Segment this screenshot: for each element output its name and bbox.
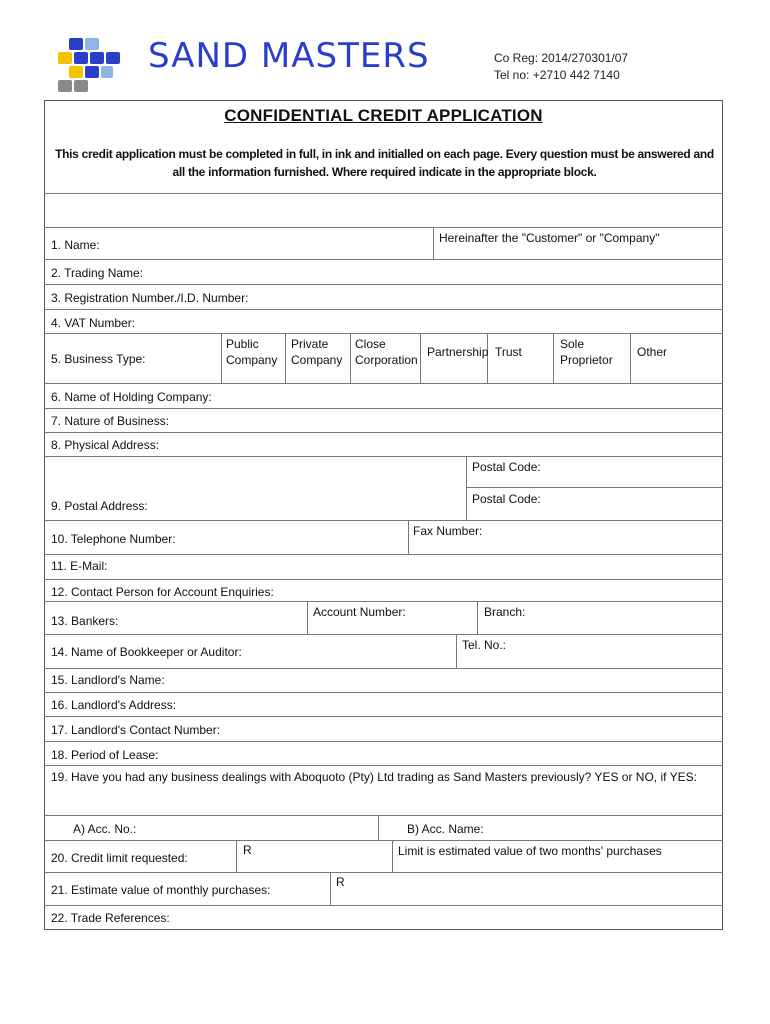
holding-company-label: 6. Name of Holding Company: (51, 390, 212, 404)
divider (477, 601, 478, 634)
divider (44, 905, 723, 906)
branch-label: Branch: (484, 605, 526, 619)
physical-address-label: 8. Physical Address: (51, 438, 160, 452)
divider (44, 227, 723, 228)
postal-address-label: 9. Postal Address: (51, 499, 148, 513)
divider (466, 487, 723, 488)
divider (44, 383, 723, 384)
divider (466, 456, 467, 520)
form-frame (44, 100, 723, 930)
company-name: SAND MASTERS (148, 36, 430, 76)
business-type-option[interactable] (637, 344, 667, 360)
divider (44, 872, 723, 873)
divider (378, 815, 379, 840)
divider (44, 716, 723, 717)
divider (44, 634, 723, 635)
option-line: Company (226, 353, 278, 367)
divider (44, 840, 723, 841)
fax-number-label: Fax Number: (413, 524, 483, 538)
option-line: Close (355, 337, 386, 351)
divider (44, 193, 723, 194)
option-line: Partnership (427, 345, 489, 359)
tel-no-label: Tel. No.: (462, 638, 507, 652)
divider (392, 840, 393, 872)
company-registration-info (494, 50, 628, 84)
limit-note: Limit is estimated value of two months' purchases (398, 844, 662, 858)
bookkeeper-label: 14. Name of Bookkeeper or Auditor: (51, 645, 242, 659)
registration-number-label: 3. Registration Number./I.D. Number: (51, 291, 249, 305)
divider (307, 601, 308, 634)
divider (44, 815, 723, 816)
divider (44, 309, 723, 310)
acc-name-label: B) Acc. Name: (407, 822, 484, 836)
trading-name-label: 2. Trading Name: (51, 266, 144, 280)
option-line: Proprietor (560, 353, 613, 367)
option-line: Private (291, 337, 329, 351)
option-line: Public (226, 337, 259, 351)
postal-code-label: Postal Code: (472, 460, 541, 474)
divider (630, 333, 631, 383)
co-reg: Co Reg: 2014/270301/07 (494, 51, 629, 65)
landlord-name-label: 15. Landlord's Name: (51, 673, 165, 687)
option-line: Corporation (355, 353, 418, 367)
divider (44, 333, 723, 334)
divider (236, 840, 237, 872)
acc-no-label: A) Acc. No.: (73, 822, 137, 836)
divider (44, 579, 723, 580)
sand-masters-logo (55, 36, 125, 98)
business-type-option[interactable] (495, 344, 522, 360)
option-line: Trust (495, 345, 522, 359)
divider (285, 333, 286, 383)
company-tel: Tel no: +2710 442 7140 (494, 68, 620, 82)
credit-limit-label: 20. Credit limit requested: (51, 851, 188, 865)
landlord-contact-label: 17. Landlord's Contact Number: (51, 723, 221, 737)
business-type-option[interactable] (355, 336, 418, 368)
contact-person-label: 12. Contact Person for Account Enquiries: (51, 585, 274, 599)
customer-note: Hereinafter the "Customer" or "Company" (439, 231, 660, 245)
currency-symbol: R (336, 875, 345, 889)
form-instructions: This credit application must be completed in full, in ink and initialled on each page. Every question must be answered and all the information furnished. Where required indicate in the appropriate block. (55, 147, 714, 179)
divider (44, 668, 723, 669)
business-type-option[interactable] (226, 336, 277, 368)
bankers-label: 13. Bankers: (51, 614, 119, 628)
form-title: CONFIDENTIAL CREDIT APPLICATION (224, 106, 543, 125)
divider (44, 741, 723, 742)
currency-symbol: R (243, 843, 252, 857)
email-label: 11. E-Mail: (51, 559, 108, 573)
business-type-option[interactable] (427, 344, 488, 360)
divider (553, 333, 554, 383)
divider (350, 333, 351, 383)
period-of-lease-label: 18. Period of Lease: (51, 748, 159, 762)
divider (44, 456, 723, 457)
option-line: Company (291, 353, 343, 367)
telephone-label: 10. Telephone Number: (51, 532, 176, 546)
divider (330, 872, 331, 905)
divider (44, 554, 723, 555)
divider (44, 601, 723, 602)
divider (44, 284, 723, 285)
divider (44, 259, 723, 260)
account-number-label: Account Number: (313, 605, 406, 619)
divider (44, 765, 723, 766)
divider (408, 520, 409, 554)
name-label: 1. Name: (51, 238, 100, 252)
divider (44, 520, 723, 521)
previous-dealings-label: 19. Have you had any business dealings with Aboquoto (Pty) Ltd trading as Sand Masters previously? YES or NO, if YES: (51, 770, 697, 784)
postal-code-label: Postal Code: (472, 492, 541, 506)
monthly-purchases-label: 21. Estimate value of monthly purchases: (51, 883, 271, 897)
nature-of-business-label: 7. Nature of Business: (51, 414, 170, 428)
business-type-option[interactable] (291, 336, 342, 368)
option-line: Other (637, 345, 668, 359)
landlord-address-label: 16. Landlord's Address: (51, 698, 177, 712)
divider (44, 432, 723, 433)
divider (221, 333, 222, 383)
business-type-label: 5. Business Type: (51, 352, 146, 366)
divider (44, 692, 723, 693)
trade-references-label: 22. Trade References: (51, 911, 170, 925)
divider (433, 227, 434, 259)
vat-number-label: 4. VAT Number: (51, 316, 136, 330)
divider (44, 408, 723, 409)
divider (420, 333, 421, 383)
business-type-option[interactable] (560, 336, 613, 368)
divider (456, 634, 457, 668)
option-line: Sole (560, 337, 585, 351)
